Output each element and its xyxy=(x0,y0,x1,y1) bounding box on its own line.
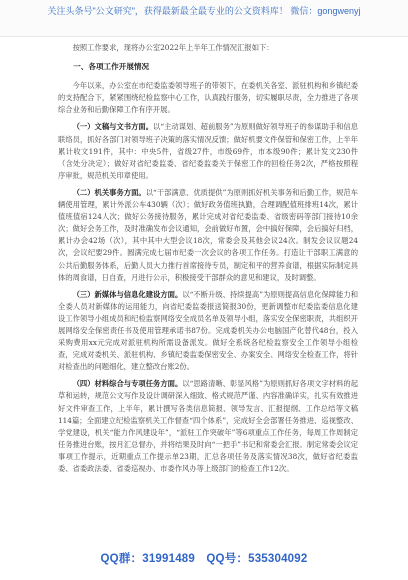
header-banner xyxy=(0,0,408,37)
qq-number-text: QQ号：535304092 xyxy=(206,553,308,565)
paragraph-body: 以“主动谋划、超前服务”为原则做好领导班子的参谋助手和信息联络员，抓好各部门对领导班子决策的落实情况反馈；做好机要文件保管和保密工作，上半年累计收文191件，其中：中央5件，省级27件，市级69件，市本级90件；累计发文230件（含处分决定）；做好对省纪委监委、省纪委监委关于保密工作的回检任务2次，严格按照程序审批，规范机关印章使用。 xyxy=(58,122,358,180)
paragraph-affairs xyxy=(58,187,358,284)
intro-text: 按照工作要求，现将办公室2022年上半年工作情况汇报如下： xyxy=(72,43,274,52)
paragraph-body: 以“干部满意、优质提供”为原则抓好机关事务和后勤工作，规范车辆使用管理，累计外派公车430辆（次）；做好政务值班执勤，合理调配值班排班14次，累计值班值宿124人次；做好公务接待服务，累计完成对省纪委监委、省级密码等部门接待10余次；做好会务工作，及时准确发布会议通知，会前做好布置，会中搞好保障，会后搞好归档，累计办会42场（次），其中其中大型会议18次，常委会及其他会议24次。制发会议议题24次，会议纪要29件。圆满完成七届市纪委一次会议的各项工作任务。打造让干部职工满意的公共后勤服务体系，后勤人员大力推行首席接待专员，制定和平的营养食谱，根据实际制定具体的周食谱，日自查，月进行公示，积极接受干部群众的意见和建议，及时调整。 xyxy=(58,187,358,282)
overview-text: 今年以来，办公室在市纪委监委领导班子的带领下，在委机关各室、派驻机构和乡镇纪委的支持配合下，紧紧围绕纪检监察中心工作，认真践行服务，切实履职尽责，全力推进了各项综合业务和后勤保障工作有序开展。 xyxy=(58,81,358,115)
paragraph-lead: （一）文稿与文书方面。 xyxy=(72,122,154,132)
paragraph-lead: （四）材料综合与专项任务方面。 xyxy=(72,379,183,389)
paragraph-materials xyxy=(58,378,358,475)
document-body xyxy=(58,42,358,476)
qq-group-text: QQ群：31991489 xyxy=(100,553,195,565)
banner-text: 关注头条号"公文研究"，获得最新最全最专业的公文资料库！ 微信：gongwenyj xyxy=(47,6,361,16)
overview-paragraph xyxy=(58,80,358,116)
paragraph-media xyxy=(58,289,358,374)
paragraph-lead: （三）新媒体与信息化建设方面。 xyxy=(72,289,183,299)
contact-footer xyxy=(0,550,408,566)
section-heading: 一、各项工作开展情况 xyxy=(73,62,150,72)
paragraph-lead: （二）机关事务方面。 xyxy=(72,187,146,197)
paragraph-body: 以“不断升级、持续提高”为原则提高信息化保障能力和全委人员对新媒体的运用能力，向省纪委监委报送简报30份，更新调整市纪委监委信息化建设工作领导小组成员和纪检监察网络安全成员名单及领导小组，落实安全保密职责，共组织开展网络安全保密责任书及使用管理承诺书87份。完成委机关办公电脑国产化替代48台，投入采购费用xx元完成对派驻机构所需设备派发。做好全系统各纪检监察安全工作领导小组检查，完成对委机关、派驻机构、乡镇纪委监委保密安全、办案安全、网络安全检查工作，将针对检查出的问题细化，建立整改台账2份。 xyxy=(58,289,359,372)
paragraph-documents xyxy=(58,121,358,181)
paragraph-body: 以“思路清晰、彰显风格”为原则抓好各项文字材料的起草和运转，规范公文写作及设计调研深入细致、格式规范严谨、内容准确详实，扎实有效推进好文件审查工作，上半年，累计撰写各类信息简报、领导发言、汇报提纲、工作总结等文稿114篇；全面建立纪检监察机关工作督查“四个体系”，完成好全会部署任务推进、巡视整改、学党建设，机关“能力作风建设年”，“派驻工作突破年”等6项重点工作任务，每周工作周制定任务推进台账，按月汇总督办，并将结果及时向“一把手”书记和常委会汇报。制定常委会议定事项工作提示，近期重点工作提示单23期，汇总各项任务及落实情况38次，做好省纪委监委、省委政法委、省委巡视办、市委作风办等上级部门的检查工作12次。 xyxy=(58,379,359,473)
intro-paragraph xyxy=(58,42,358,54)
